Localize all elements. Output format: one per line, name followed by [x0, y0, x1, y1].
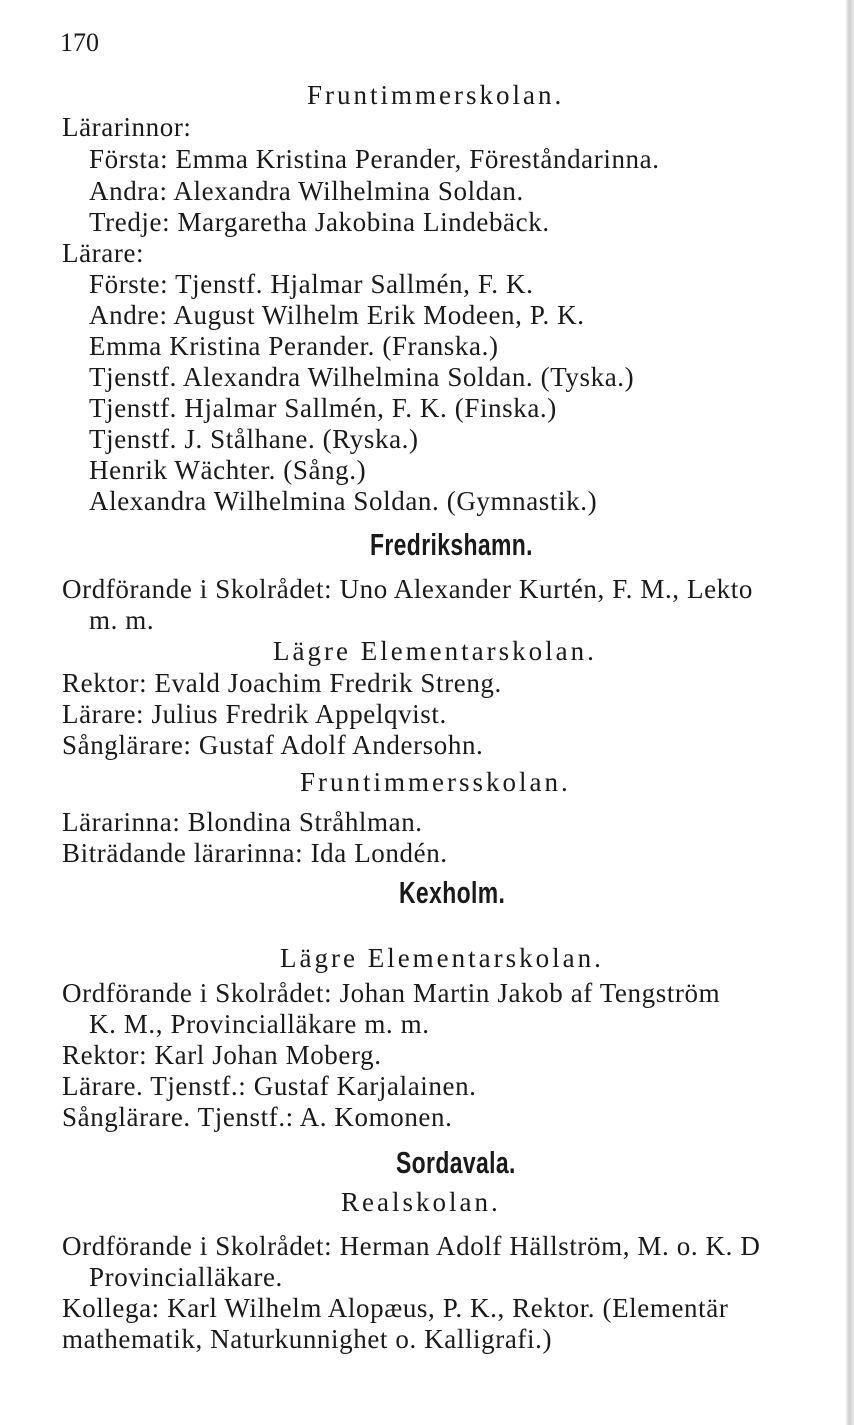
section-subheading: Fruntimmerskolan.	[307, 80, 565, 110]
text-line: Rektor: Karl Johan Moberg.	[62, 1040, 382, 1070]
page-number: 170	[60, 28, 99, 57]
text-line: Lärare. Tjenstf.: Gustaf Karjalainen.	[62, 1071, 477, 1101]
page-edge-shadow	[846, 0, 854, 1425]
text-line: Andre: August Wilhelm Erik Modeen, P. K.	[89, 300, 585, 330]
section-subheading: Lägre Elementarskolan.	[280, 943, 604, 973]
text-line: Förste: Tjenstf. Hjalmar Sallmén, F. K.	[89, 269, 534, 299]
text-line: Tjenstf. Hjalmar Sallmén, F. K. (Finska.)	[89, 393, 557, 423]
text-line: Andra: Alexandra Wilhelmina Soldan.	[89, 176, 524, 206]
town-heading: Kexholm.	[399, 875, 506, 910]
text-line: Lärarinna: Blondina Stråhlman.	[62, 807, 423, 837]
text-line: Emma Kristina Perander. (Franska.)	[89, 331, 499, 361]
text-line: Tredje: Margaretha Jakobina Lindebäck.	[89, 207, 550, 237]
section-subheading: Lägre Elementarskolan.	[273, 636, 597, 666]
text-line: Lärare: Julius Fredrik Appelqvist.	[62, 699, 447, 729]
text-line: Henrik Wächter. (Sång.)	[89, 455, 367, 485]
text-line: Biträdande lärarinna: Ida Londén.	[62, 838, 448, 868]
text-line: Sånglärare: Gustaf Adolf Andersohn.	[62, 730, 484, 760]
text-line: Alexandra Wilhelmina Soldan. (Gymnastik.)	[89, 486, 598, 516]
section-subheading: Fruntimmersskolan.	[300, 767, 571, 797]
town-heading: Sordavala.	[396, 1145, 516, 1180]
text-line: Ordförande i Skolrådet: Johan Martin Jakob af Tengström	[62, 978, 721, 1008]
text-line: Tjenstf. Alexandra Wilhelmina Soldan. (Tyska.)	[89, 362, 635, 392]
text-line: Rektor: Evald Joachim Fredrik Streng.	[62, 668, 502, 698]
text-line: mathematik, Naturkunnighet o. Kalligrafi.)	[62, 1324, 553, 1354]
text-line: Lärarinnor:	[62, 112, 192, 142]
text-line: Ordförande i Skolrådet: Herman Adolf Hällström, M. o. K. D	[62, 1231, 761, 1261]
text-line: Första: Emma Kristina Perander, Föreståndarinna.	[89, 144, 660, 174]
text-line: Lärare:	[62, 238, 145, 268]
text-line: m. m.	[89, 605, 155, 635]
text-line: Kollega: Karl Wilhelm Alopæus, P. K., Rektor. (Elementär	[62, 1293, 729, 1323]
text-line: Ordförande i Skolrådet: Uno Alexander Kurtén, F. M., Lekto	[62, 574, 753, 604]
town-heading: Fredrikshamn.	[370, 527, 533, 562]
text-line: Tjenstf. J. Stålhane. (Ryska.)	[89, 424, 419, 454]
text-line: K. M., Provincialläkare m. m.	[89, 1009, 430, 1039]
section-subheading: Realskolan.	[341, 1187, 501, 1217]
text-line: Sånglärare. Tjenstf.: A. Komonen.	[62, 1102, 453, 1132]
text-line: Provincialläkare.	[89, 1262, 283, 1292]
